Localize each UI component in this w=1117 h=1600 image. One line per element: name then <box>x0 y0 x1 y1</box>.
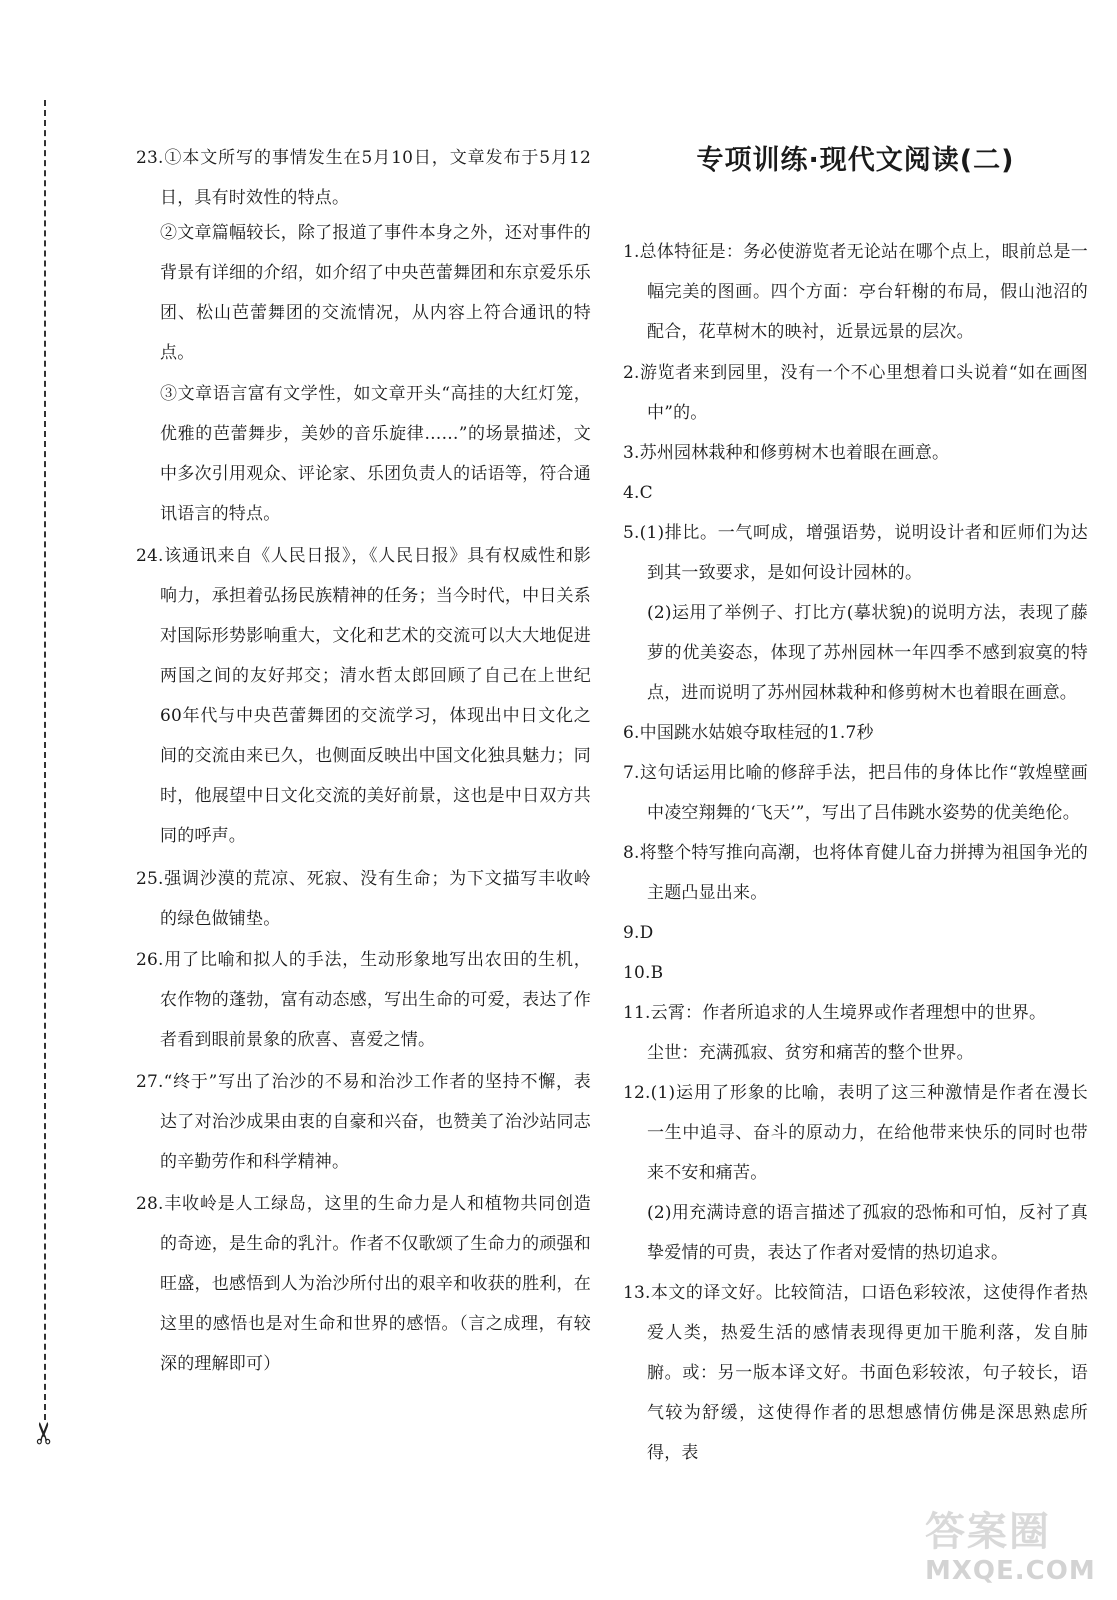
answer-12-part2: (2)用充满诗意的语言描述了孤寂的恐怖和可怕，反衬了真挚爱情的可贵，表达了作者对爱情的热切追求。 <box>647 1203 1088 1263</box>
answer-13: 13.本文的译文好。比较简洁，口语色彩较浓，这使得作者热爱人类，热爱生活的感情表现得更加干脆利落，发自肺腑。或：另一版本译文好。书面色彩较浓，句子较长，语气较为舒缓，这使得作者的思想感情仿佛是深思熟虑所得，表 <box>623 1283 1088 1463</box>
answer-24: 24.该通讯来自《人民日报》，《人民日报》具有权威性和影响力，承担着弘扬民族精神的任务；当今时代，中日关系对国际形势影响重大，文化和艺术的交流可以大大地促进两国之间的友好邦交；清水哲太郎回顾了自己在上世纪60年代与中央芭蕾舞团的交流学习，体现出中日文化之间的交流由来已久，也侧面反映出中国文化独具魅力；同时，他展望中日文化交流的美好前景，这也是中日双方共同的呼声。 <box>136 546 591 846</box>
answer-23-part3: ③文章语言富有文学性，如文章开头“高挂的大红灯笼，优雅的芭蕾舞步，美妙的音乐旋律……”的场景描述，文中多次引用观众、评论家、乐团负责人的话语等，符合通讯语言的特点。 <box>160 384 591 524</box>
answer-12-part1: 12.(1)运用了形象的比喻，表明了这三种激情是作者在漫长一生中追寻、奋斗的原动力，在给他带来快乐的同时也带来不安和痛苦。 <box>623 1083 1088 1183</box>
answer-5-part2: (2)运用了举例子、打比方(摹状貌)的说明方法，表现了藤萝的优美姿态，体现了苏州园林一年四季不感到寂寞的特点，进而说明了苏州园林栽种和修剪树木也着眼在画意。 <box>647 603 1088 703</box>
answer-23-part2: ②文章篇幅较长，除了报道了事件本身之外，还对事件的背景有详细的介绍，如介绍了中央芭蕾舞团和东京爱乐乐团、松山芭蕾舞团的交流情况，从内容上符合通讯的特点。 <box>160 223 591 363</box>
answer-27: 27.“终于”写出了治沙的不易和治沙工作者的坚持不懈，表达了对治沙成果由衷的自豪和兴奋，也赞美了治沙站同志的辛勤劳作和科学精神。 <box>136 1072 591 1172</box>
watermark-bottom: MXQE.COM <box>925 1556 1096 1586</box>
answer-3: 3.苏州园林栽种和修剪树木也着眼在画意。 <box>623 443 950 463</box>
section-title: 专项训练·现代文阅读(二) <box>696 145 1015 176</box>
answer-4: 4.C <box>623 483 653 503</box>
watermark-top: 答案圈 <box>925 1509 1051 1555</box>
answer-23-part1: 23.①本文所写的事情发生在5月10日，文章发布于5月12日，具有时效性的特点。 <box>136 148 591 208</box>
answer-28: 28.丰收岭是人工绿岛，这里的生命力是人和植物共同创造的奇迹，是生命的乳汁。作者不仅歌颂了生命力的顽强和旺盛，也感悟到人为治沙所付出的艰辛和收获的胜利，在这里的感悟也是对生命和世界的感悟。（言之成理，有较深的理解即可） <box>136 1194 591 1374</box>
answer-6: 6.中国跳水姑娘夺取桂冠的1.7秒 <box>623 723 874 743</box>
answer-8: 8.将整个特写推向高潮，也将体育健儿奋力拼搏为祖国争光的主题凸显出来。 <box>623 843 1088 903</box>
answer-2: 2.游览者来到园里，没有一个不心里想着口头说着“如在画图中”的。 <box>623 363 1088 423</box>
answer-7: 7.这句话运用比喻的修辞手法，把吕伟的身体比作“敦煌壁画中凌空翔舞的‘飞天’”，写出了吕伟跳水姿势的优美绝伦。 <box>623 763 1088 823</box>
cut-line <box>44 100 46 1420</box>
answer-25: 25.强调沙漠的荒凉、死寂、没有生命；为下文描写丰收岭的绿色做铺垫。 <box>136 869 591 929</box>
answer-11-part2: 尘世：充满孤寂、贫穷和痛苦的整个世界。 <box>647 1043 974 1063</box>
answer-11-part1: 11.云霄：作者所追求的人生境界或作者理想中的世界。 <box>623 1003 1047 1023</box>
scissors-icon: ✂ <box>27 1420 63 1446</box>
answer-10: 10.B <box>623 963 664 983</box>
answer-26: 26.用了比喻和拟人的手法，生动形象地写出农田的生机，农作物的蓬勃，富有动态感，写出生命的可爱，表达了作者看到眼前景象的欣喜、喜爱之情。 <box>136 950 591 1050</box>
answer-1: 1.总体特征是：务必使游览者无论站在哪个点上，眼前总是一幅完美的图画。四个方面：亭台轩榭的布局，假山池沼的配合，花草树木的映衬，近景远景的层次。 <box>623 242 1088 342</box>
answer-5-part1: 5.(1)排比。一气呵成，增强语势，说明设计者和匠师们为达到其一致要求，是如何设计园林的。 <box>623 523 1088 583</box>
watermark-logo <box>925 1508 1095 1588</box>
answer-9: 9.D <box>623 923 654 943</box>
